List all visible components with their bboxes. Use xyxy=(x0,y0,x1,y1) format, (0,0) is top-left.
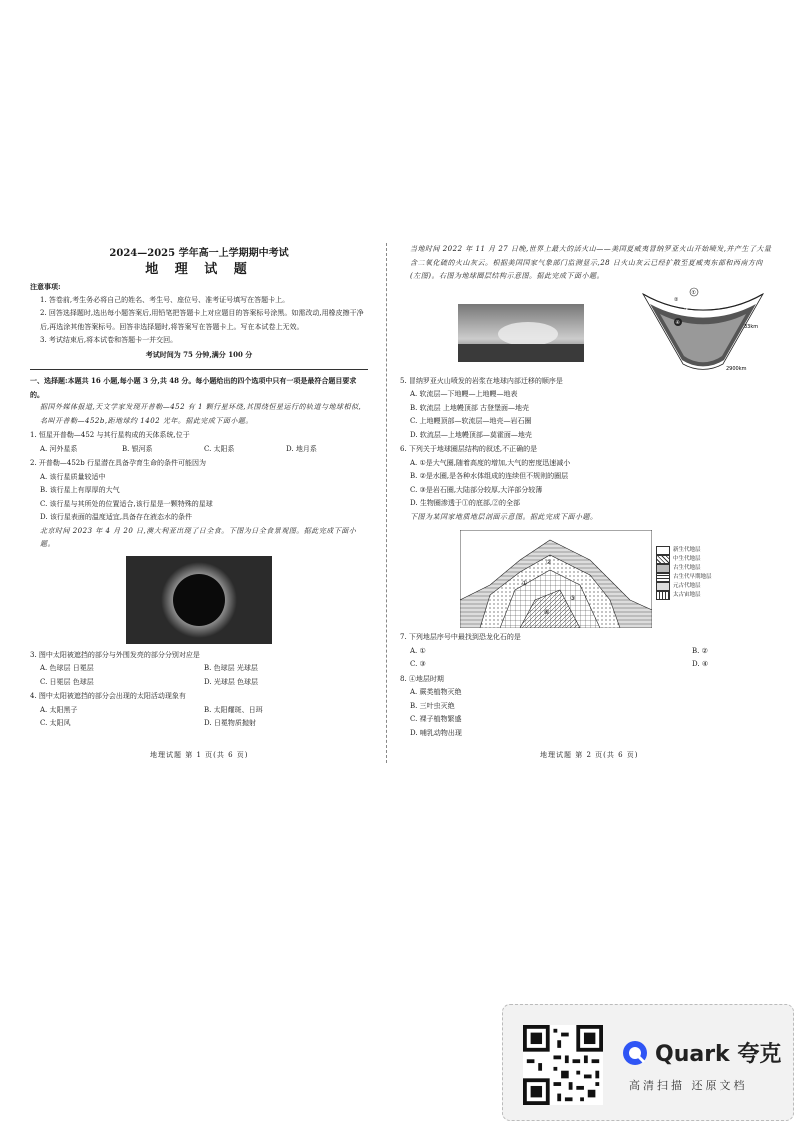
option[interactable]: D. 地月系 xyxy=(286,444,317,453)
sphere-label-3: ③ xyxy=(684,306,689,313)
question-8-options xyxy=(400,686,772,740)
question-4 xyxy=(30,690,368,731)
qr-code xyxy=(523,1025,603,1105)
question-8-stem: 8. ④地层时期 xyxy=(400,674,444,683)
question-3 xyxy=(30,649,368,690)
option[interactable]: B. 软流层 上地幔顶部 古登堡面—地壳 xyxy=(410,403,530,412)
volcano-figure-slot xyxy=(400,284,772,374)
option[interactable]: B. 三叶虫灭绝 xyxy=(410,701,455,710)
option[interactable]: B. 太阳耀斑、日珥 xyxy=(204,705,263,714)
option[interactable]: A. ① xyxy=(410,646,426,655)
question-5-stem: 5. 冒纳罗亚火山喷发的岩浆在地球内部迁移的顺序是 xyxy=(400,376,563,385)
passage-4: 下图为某国家地质地层剖面示意图。据此完成下面小题。 xyxy=(410,512,598,521)
stratum-label-3: ③ xyxy=(570,595,576,602)
exam-sheet xyxy=(30,243,770,773)
passage-3: 当地时间 2022 年 11 月 27 日晚,世界上最大的活火山——美国夏威夷冒纳罗亚火山开始喷发,并产生了大量含二氧化硫的火山灰云。根据美国国家气象部门监测显示,28 日火山灰云已经扩散至夏威夷东部和西南方向(左图)。右图为地球圈层结构示意图。据此完成下面小题。 xyxy=(410,245,772,280)
question-1-options xyxy=(30,443,368,457)
question-2 xyxy=(30,457,368,525)
question-2-options xyxy=(30,471,368,525)
option[interactable]: C. ③是岩石圈,大陆部分较厚,大洋部分较薄 xyxy=(410,485,543,494)
option[interactable]: B. 银河系 xyxy=(122,444,153,453)
volcano-photo xyxy=(458,304,584,362)
question-8 xyxy=(400,673,772,741)
option[interactable]: A. 河外星系 xyxy=(40,444,78,453)
legend-item: 太古宙地层 xyxy=(656,591,712,600)
question-3-options xyxy=(30,662,368,689)
question-5-options xyxy=(400,388,772,442)
section1-heading: 一、选择题:本题共 16 小题,每小题 3 分,共 48 分。每小题给出的四个选项中只有一项是最符合题目要求的。 xyxy=(30,376,357,399)
strata-legend xyxy=(656,546,712,600)
option[interactable]: B. ② xyxy=(692,646,708,655)
question-4-stem: 4. 图中太阳被遮挡的部分会出现的太阳活动现象有 xyxy=(30,692,186,700)
option[interactable]: A. 蕨类植物灭绝 xyxy=(410,688,462,696)
option[interactable]: B. 色球层 光球层 xyxy=(204,664,258,672)
exam-title: 2024—2025 学年高一上学期期中考试 xyxy=(109,248,289,259)
quark-watermark xyxy=(502,1004,794,1121)
notice-heading: 注意事项: xyxy=(30,282,61,291)
option[interactable]: D. 哺乳动物出现 xyxy=(410,728,462,737)
left-column xyxy=(30,243,368,731)
option[interactable]: C. 上地幔顶部—软流层—地壳—岩石圈 xyxy=(410,417,532,425)
legend-item: 新生代地层 xyxy=(656,546,712,555)
legend-item: 古生代早期地层 xyxy=(656,573,712,582)
option[interactable]: D. 软流层—上地幔顶部—莫霍面—地壳 xyxy=(410,430,532,439)
question-6-options xyxy=(400,457,772,511)
strata-cross-section xyxy=(460,530,652,628)
question-6-stem: 6. 下列关于地球圈层结构的叙述,不正确的是 xyxy=(400,445,538,453)
passage-1: 据国外媒体报道,天文学家发现开普勒—452 有 1 颗行星环绕,其围绕恒星运行的轨道与地球相似,名叫开普勒—452b,距地球约 1402 光年。据此完成下面小题。 xyxy=(40,403,362,425)
notice-item-2: 2. 回答选择题时,选出每小题答案后,用铅笔把答题卡上对应题目的答案标号涂黑。如需改动,用橡皮擦干净后,再选涂其他答案标号。回答非选择题时,将答案写在答题卡上。写在本试卷上无效。 xyxy=(40,309,364,331)
option[interactable]: C. 该行星与其所处的位置适合,该行星是一颗特殊的星球 xyxy=(40,499,213,508)
option[interactable]: B. ②是水圈,是各种水体组成的连续但不规则的圈层 xyxy=(410,472,569,480)
depth-label-33km: 33km xyxy=(744,323,759,330)
option[interactable]: D. 该行星表面的温度适宜,具备存在液态水的条件 xyxy=(40,513,193,521)
time-score: 考试时间为 75 分钟,满分 100 分 xyxy=(145,349,253,359)
legend-item: 元古代地层 xyxy=(656,582,712,591)
option[interactable]: C. 裸子植物繁盛 xyxy=(410,715,462,723)
earth-sphere-diagram xyxy=(638,284,772,374)
option[interactable]: D. 生物圈渗透于①的底部,②的全部 xyxy=(410,499,521,507)
option[interactable]: A. 软流层—下地幔—上地幔—地表 xyxy=(410,390,518,398)
quark-logo-icon xyxy=(621,1039,649,1067)
option[interactable]: D. ④ xyxy=(692,660,709,668)
question-5 xyxy=(400,375,772,443)
eclipse-photo xyxy=(126,556,272,644)
notice-item-1: 1. 答卷前,考生务必将自己的姓名、考生号、座位号、准考证号填写在答题卡上。 xyxy=(40,295,290,304)
stratum-label-4: ④ xyxy=(544,609,550,616)
subject-title: 地 理 试 题 xyxy=(145,261,253,277)
question-7-stem: 7. 下列地层序号中最找到恐龙化石的是 xyxy=(400,633,521,641)
stratum-label-1: ① xyxy=(522,580,528,587)
quark-brand-text: Quark 夸克 xyxy=(655,1042,782,1067)
option[interactable]: D. 光球层 色球层 xyxy=(204,677,259,686)
right-column xyxy=(400,243,772,740)
question-2-stem: 2. 开普勒—452b 行星潜在具备孕育生命的条件可能因为 xyxy=(30,459,206,467)
option[interactable]: A. ①是大气圈,随着高度的增加,大气的密度迅速减小 xyxy=(410,458,571,467)
question-3-stem: 3. 图中太阳被遮挡的部分与外围发亮的部分分别对应是 xyxy=(30,650,200,659)
option[interactable]: C. ③ xyxy=(410,660,426,668)
depth-label-2900km: 2900km xyxy=(726,365,747,372)
option[interactable]: A. 色球层 日冕层 xyxy=(40,664,94,672)
page-footer-left: 地理试题 第 1 页(共 6 页) xyxy=(150,751,249,759)
stratum-label-2: ② xyxy=(546,559,552,566)
notice-item-3: 3. 考试结束后,将本试卷和答题卡一并交回。 xyxy=(40,336,178,344)
passage-2: 北京时间 2023 年 4 月 20 日,澳大利亚出现了日全食。下图为日全食景观图。据此完成下面小题。 xyxy=(40,526,357,548)
option[interactable]: A. 太阳黑子 xyxy=(40,705,78,714)
quark-brand xyxy=(621,1037,781,1068)
option[interactable]: C. 太阳系 xyxy=(204,444,235,453)
strata-figure-slot xyxy=(400,524,772,630)
sphere-label-2: ② xyxy=(674,296,679,303)
sphere-label-1: ① xyxy=(691,289,696,296)
option[interactable]: C. 日冕层 色球层 xyxy=(40,677,94,686)
question-1-stem: 1. 恒星开普勒—452 与其行星构成的天体系统,位于 xyxy=(30,431,190,439)
quark-tagline: 高清扫描 还原文档 xyxy=(629,1079,748,1092)
legend-item: 古生代地层 xyxy=(656,564,712,573)
column-divider xyxy=(386,243,387,763)
question-6 xyxy=(400,443,772,511)
question-1 xyxy=(30,429,368,456)
legend-item: 中生代地层 xyxy=(656,555,712,564)
question-7-options xyxy=(400,645,772,672)
eclipse-figure-slot xyxy=(30,552,368,648)
sphere-label-4: ④ xyxy=(675,319,680,326)
question-7 xyxy=(400,631,772,672)
option[interactable]: B. 该行星上有厚厚的大气 xyxy=(40,486,120,494)
option[interactable]: C. 太阳风 xyxy=(40,719,71,727)
question-4-options xyxy=(30,704,368,731)
page-footer-right: 地理试题 第 2 页(共 6 页) xyxy=(540,751,639,759)
divider-line xyxy=(30,369,368,370)
option[interactable]: A. 该行星质量较适中 xyxy=(40,472,106,481)
option[interactable]: D. 日冕物质抛射 xyxy=(204,719,256,727)
